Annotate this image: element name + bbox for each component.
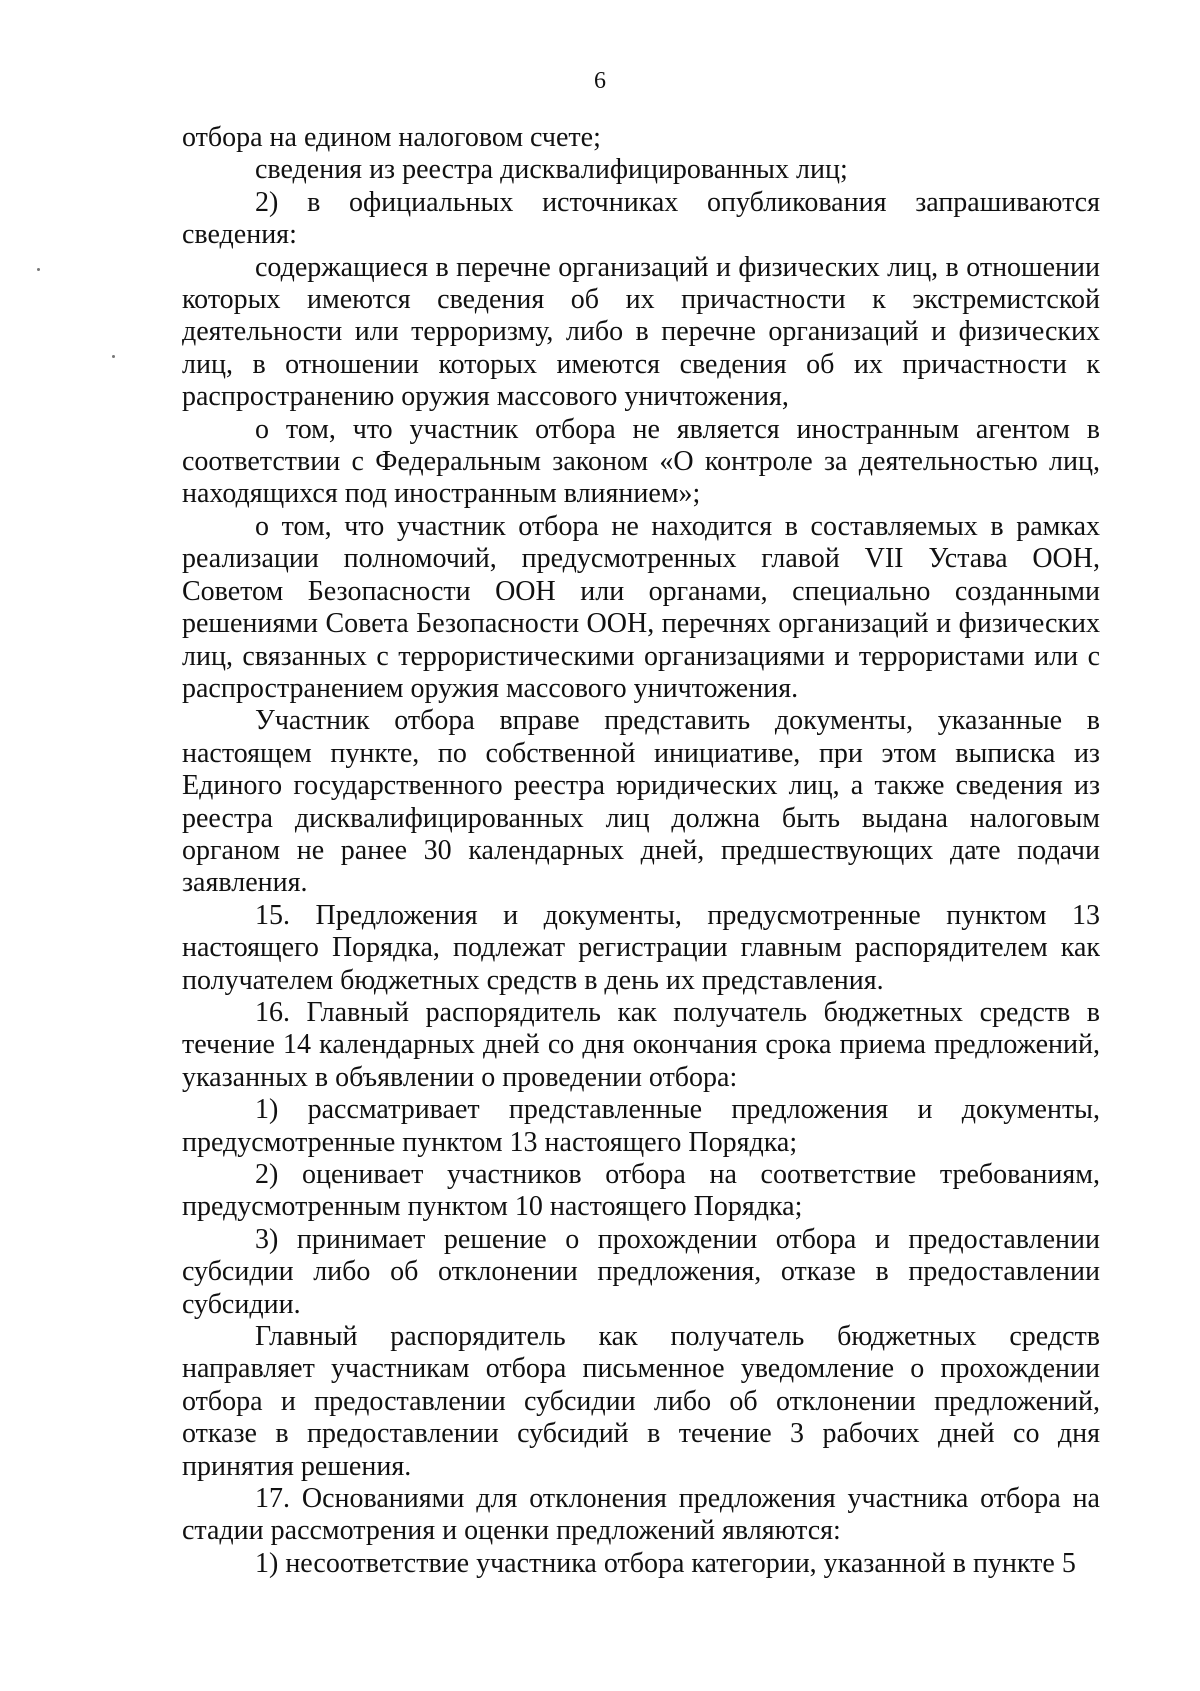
paragraph: 15. Предложения и документы, предусмотренные пунктом 13 настоящего Порядка, подлежат регистрации главным распорядителем как получателем бюджетных средств в день их представления.	[182, 899, 1100, 996]
paragraph: Главный распорядитель как получатель бюджетных средств направляет участникам отбора письменное уведомление о прохождении отбора и предоставлении субсидии либо об отклонении предложений, отказе в предоставлении субсидий в течение 3 рабочих дней со дня принятия решения.	[182, 1321, 1100, 1482]
paragraph: 2) в официальных источниках опубликования запрашиваются сведения:	[182, 186, 1100, 251]
paragraph: о том, что участник отбора не является иностранным агентом в соответствии с Федеральным законом «О контроле за деятельностью лиц, находящихся под иностранным влиянием»;	[182, 413, 1100, 510]
paragraph: 1) несоответствие участника отбора категории, указанной в пункте 5	[255, 1547, 1076, 1579]
paragraph: содержащиеся в перечне организаций и физических лиц, в отношении которых имеются сведения об их причастности к экстремистской деятельности или терроризму, либо в перечне организаций и физических лиц, в отношении которых имеются сведения об их причастности к распространению оружия массового уничтожения,	[182, 251, 1100, 413]
document-body	[182, 122, 1100, 1580]
paragraph: о том, что участник отбора не находится в составляемых в рамках реализации полномочий, предусмотренных главой VII Устава ООН, Советом Безопасности ООН или органами, специально созданными решениями Совета Безопасности ООН, перечнях организаций и физических лиц, связанных с террористическими организациями и террористами или с распространением оружия массового уничтожения.	[182, 510, 1100, 704]
paragraph: 3) принимает решение о прохождении отбора и предоставлении субсидии либо об отклонении предложения, отказе в предоставлении субсидии.	[182, 1223, 1100, 1320]
scan-speck	[37, 268, 40, 271]
paragraph: 17. Основаниями для отклонения предложения участника отбора на стадии рассмотрения и оценки предложений являются:	[182, 1483, 1100, 1547]
paragraph: 1) рассматривает представленные предложения и документы, предусмотренные пунктом 13 настоящего Порядка;	[182, 1094, 1100, 1158]
scan-speck	[112, 355, 115, 358]
paragraph: Участник отбора вправе представить документы, указанные в настоящем пункте, по собственной инициативе, при этом выписка из Единого государственного реестра юридических лиц, а также сведения из реестра дисквалифицированных лиц должна быть выдана налоговым органом не ранее 30 календарных дней, предшествующих дате подачи заявления.	[182, 705, 1100, 899]
page-number: 6	[594, 68, 606, 94]
paragraph: сведения из реестра дисквалифицированных лиц;	[255, 154, 848, 186]
paragraph: 16. Главный распорядитель как получатель бюджетных средств в течение 14 календарных дней со дня окончания срока приема предложений, указанных в объявлении о проведении отбора:	[182, 996, 1100, 1093]
paragraph: отбора на едином налоговом счете;	[182, 122, 601, 153]
paragraph: 2) оценивает участников отбора на соответствие требованиям, предусмотренным пунктом 10 настоящего Порядка;	[182, 1159, 1100, 1223]
